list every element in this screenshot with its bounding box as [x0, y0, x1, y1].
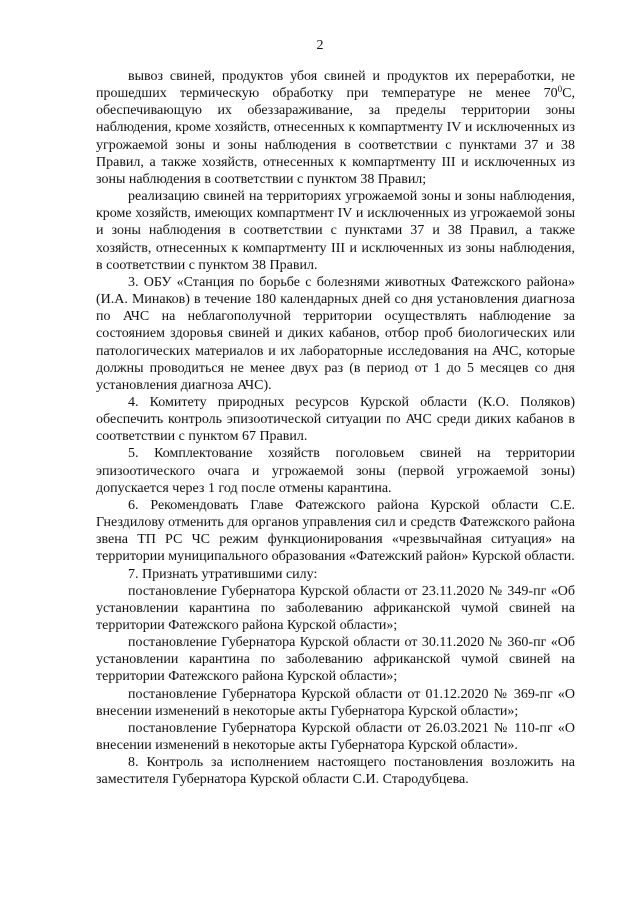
paragraph: [96, 68, 575, 188]
paragraph: [96, 720, 575, 754]
paragraph-text: 7. Признать утратившими силу:: [128, 566, 318, 582]
paragraph: [96, 754, 575, 788]
paragraph-text: реализацию свиней на территориях угрожаемой зоны и зоны наблюдения, кроме хозяйств, имеющих компартмент IV и исключенных из угрожаемой зоны и зоны наблюдения в соответствии с пунктами 37 и 38 Правил, а также хозяйств, отнесенных к компартменту III и исключенных из зоны наблюдения, в соответствии с пунктом 38 Правил.: [96, 189, 575, 273]
superscript-degree: 0: [557, 84, 563, 95]
paragraph: [96, 188, 575, 274]
paragraph: [96, 394, 575, 445]
paragraph-text: 3. ОБУ «Станция по борьбе с болезнями животных Фатежского района» (И.А. Минаков) в течение 180 календарных дней со дня установления диагноза по АЧС на неблагополучной территории осуществлять наблюдение за состоянием здоровья свиней и диких кабанов, отбор проб биологических или патологических материалов и их лабораторные исследования на АЧС, которые должны проводиться не менее двух раз (в период от 1 до 5 месяцев со дня установления диагноза АЧС).: [96, 274, 575, 393]
paragraph-text: постановление Губернатора Курской области от 26.03.2021 № 110-пг «О внесении изменений в некоторые акты Губернатора Курской области».: [96, 720, 575, 754]
paragraph: [96, 274, 575, 394]
paragraph-text-tail: С, обеспечивающую их обеззараживание, за пределы территории зоны наблюдения, кроме хозяйств, отнесенных к компартменту IV и исключенных из угрожаемой зоны и зоны наблюдения в соответствии с пунктами 37 и 38 Правил, а также хозяйств, отнесенных к компартменту III и исключенных из зоны наблюдения в соответствии с пунктом 38 Правил;: [96, 86, 575, 187]
document-body: [96, 68, 575, 789]
paragraph-text: постановление Губернатора Курской области от 23.11.2020 № 349-пг «Об установлении карантина по заболеванию африканской чумой свиней на территории Фатежского района Курской области»;: [96, 583, 575, 633]
paragraph: [96, 497, 575, 566]
paragraph-text: 5. Комплектование хозяйств поголовьем свиней на территории эпизоотического очага и угрожаемой зоны (первой угрожаемой зоны) допускается через 1 год после отмены карантина.: [96, 446, 575, 496]
paragraph-text: 6. Рекомендовать Главе Фатежского района Курской области С.Е. Гнездилову отменить для органов управления сил и средств Фатежского района звена ТП РС ЧС режим функционирования «чрезвычайная ситуация» на территории муниципального образования «Фатежский район» Курской области.: [96, 497, 575, 565]
paragraph: [96, 583, 575, 634]
paragraph-text: вывоз свиней, продуктов убоя свиней и продуктов их переработки, не прошедших термическую обработку при температуре не менее 70: [96, 69, 575, 102]
paragraph-text: 8. Контроль за исполнением настоящего постановления возложить на заместителя Губернатора Курской области С.И. Стародубцева.: [96, 755, 575, 788]
paragraph-text: постановление Губернатора Курской области от 30.11.2020 № 360-пг «Об установлении карантина по заболеванию африканской чумой свиней на территории Фатежского района Курской области»;: [96, 635, 575, 685]
page-number: 2: [316, 38, 324, 53]
paragraph: [96, 445, 575, 496]
paragraph-text: постановление Губернатора Курской области от 01.12.2020 № 369-пг «О внесении изменений в некоторые акты Губернатора Курской области»;: [96, 686, 575, 719]
paragraph: [96, 566, 575, 583]
paragraph: [96, 634, 575, 685]
paragraph: [96, 686, 575, 720]
paragraph-text: 4. Комитету природных ресурсов Курской области (К.О. Поляков) обеспечить контроль эпизоотической ситуации по АЧС среди диких кабанов в соответствии с пунктом 67 Правил.: [96, 394, 575, 445]
